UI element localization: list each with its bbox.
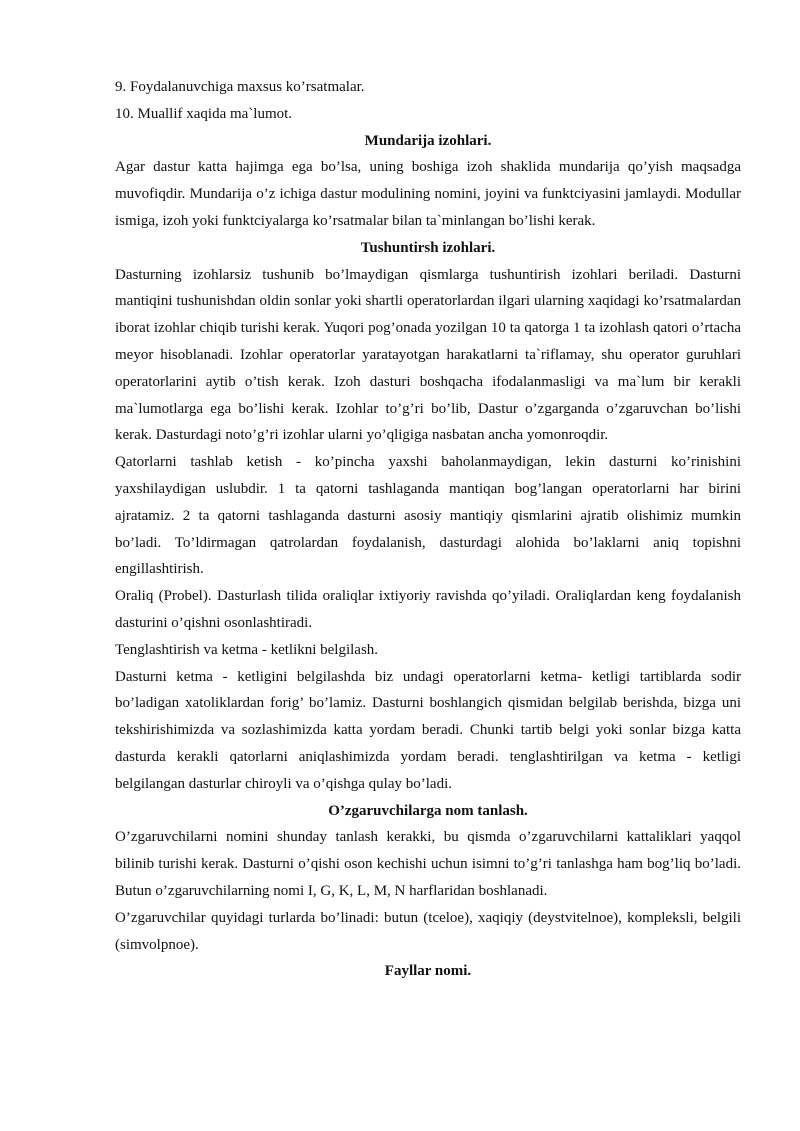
section-heading-tushuntirish: Tushuntirsh izohlari. <box>360 239 496 256</box>
paragraph-oraliq: Oraliq (Probel). Dasturlash tilida oraliqlar ixtiyoriy ravishda qo’yiladi. Oraliqlardan keng foydalanish dasturini o’qishni osonlashtiradi. <box>115 588 741 631</box>
section-heading-fayllar: Fayllar nomi. <box>384 963 472 980</box>
paragraph-ozgaruvchilar-turlari: O’zgaruvchilar quyidagi turlarda bo’linadi: butun (tceloe), xaqiqiy (deystvitelnoe), kompleksli, belgili (simvolpnoe). <box>115 909 741 953</box>
paragraph-ketma-ketlik: Dasturni ketma - ketligini belgilashda biz undagi operatorlarni ketma- ketligi tartiblarda sodir bo’ladigan xatoliklardan forig’ bo’lamiz. Dasturni boshlangich qismidan belgilab berishda, bizga uni tekshirishimizda va sozlashimizda katta yordam beradi. Chunki tartib belgi yoki sonlar bizga katta dasturda kerakli qatorlarni aniqlashimizda yordam beradi. tenglashtirilgan va ketma - ketligi belgilangan dasturlar chiroyli va o’qishga qulay bo’ladi. <box>115 668 741 792</box>
paragraph-mundarija: Agar dastur katta hajimga ega bo’lsa, uning boshiga izoh shaklida mundarija qo’yish maqsadga muvofiqdir. Mundarija o’z ichiga dastur modulining nomini, joyini va funktciyasini jamlaydi. Modullar ismiga, izoh yoki funktciyalarga ko’rsatmalar bilan ta`minlangan bo’lishi kerak. <box>115 159 741 229</box>
paragraph-tushuntirish: Dasturning izohlarsiz tushunib bo’lmaydigan qismlarga tushuntirish izohlari beriladi. Dasturni mantiqini tushunishdan oldin sonlar yoki shartli operatorlardan ilgari ularning xaqidagi ko’rsatmalardan iborat izohlar chiqib turishi kerak. Yuqori pog’onada yozilgan 10 ta qatorga 1 ta izohlash qatori o’rtacha meyor hisoblanadi. Izohlar operatorlar yaratayotgan harakatlarni ta`riflamay, shu operator guruhlari operatorlarini aytib o’tish kerak. Izoh dasturi boshqacha ifodalanmasligi va ma`lum bir kerakli ma`lumotlarga ega bo’lishi kerak. Izohlar to’g’ri bo’lib, Dastur o’zgarganda o’zgaruvchan bo’lishi kerak. Dasturdagi noto’g’ri izohlar ularni yo’qligiga nasbatan ancha yomonroqdir. <box>115 266 741 444</box>
list-item-9: 9. Foydalanuvchiga maxsus ko’rsatmalar. <box>115 79 365 95</box>
section-heading-mundarija: Mundarija izohlari. <box>364 132 492 149</box>
paragraph-ozgaruvchilar-nomi: O’zgaruvchilarni nomini shunday tanlash kerakki, bu qismda o’zgaruvchilarni kattaliklari yaqqol bilinib turishi kerak. Dasturni o’qishi oson kechishi uchun isimni to’g’ri tanlashga ham bog’liq bo’ladi. Butun o’zgaruvchilarning nomi I, G, K, L, M, N harflaridan boshlanadi. <box>115 829 741 899</box>
line-tenglashtirish: Tenglashtirish va ketma - ketlikni belgilash. <box>115 641 379 658</box>
list-item-10: 10. Muallif xaqida ma`lumot. <box>115 105 293 122</box>
paragraph-qatorlar: Qatorlarni tashlab ketish - ko’pincha yaxshi baholanmaydigan, lekin dasturni ko’rinishini yaxshilaydigan uslubdir. 1 ta qatorni tashlaganda mantiqan bog’langan operatorlarni har birini ajratamiz. 2 ta qatorni tashlaganda dasturni asosiy mantiqiy qismlarini ajratib olishimiz mumkin bo’ladi. To’ldirmagan qatrolardan foydalanish, dasturdagi alohida bo’laklarni aniq topishni engillashtirish. <box>115 454 741 578</box>
section-heading-ozgaruvchilar: O’zgaruvchilarga nom tanlash. <box>328 802 528 819</box>
document-body <box>115 74 741 985</box>
